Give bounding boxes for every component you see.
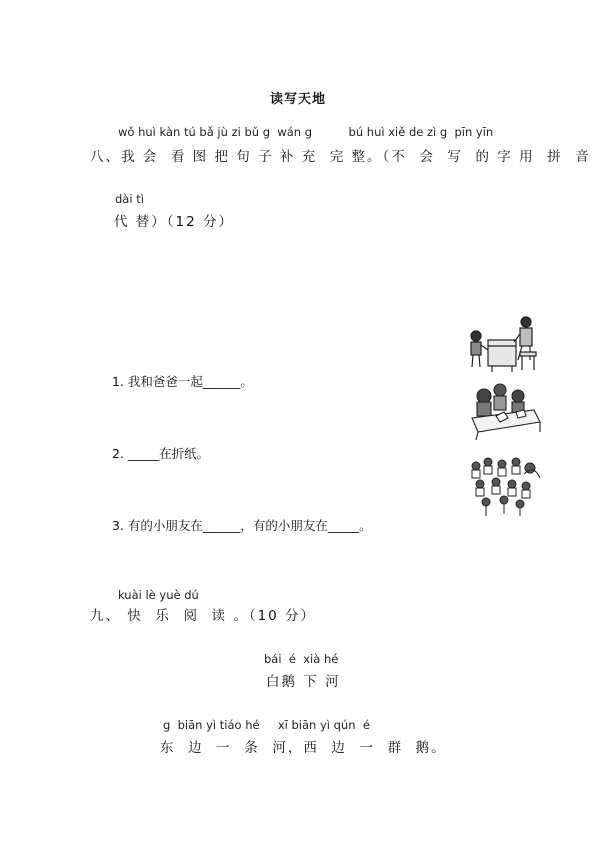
poem-line1: 东 边 一 条 河，西 边 一 群 鹅。: [160, 740, 447, 756]
section8-heading-line2: 代 替）（12 分）: [114, 214, 235, 230]
section8-pinyin-line2: dài tì: [115, 192, 144, 206]
question-2: 2. _____在折纸。: [112, 446, 210, 461]
section8-pinyin-line1: wǒ huì kàn tú bǎ jù zi bǔ g wán g bú huì xiě de zì g pīn yīn: [118, 125, 494, 139]
paper-folding-picture: [468, 380, 542, 440]
section9-pinyin: kuài lè yuè dú: [118, 588, 199, 602]
poem-title: 白鹅 下 河: [266, 674, 341, 690]
section9-heading: 九、 快 乐 阅 读 。（10 分）: [90, 608, 317, 624]
page-title: 读写天地: [270, 92, 327, 107]
section8-heading-line1: 八、我 会 看 图 把 句 子 补 充 完 整。（不 会 写 的 字 用 拼 音: [90, 149, 591, 165]
question-1: 1. 我和爸爸一起______。: [112, 374, 253, 389]
piano-playing-picture: [462, 312, 542, 374]
poem-line1-pinyin: g biān yì tiáo hé xī biān yì qún é: [163, 718, 370, 732]
children-group-picture: [466, 454, 544, 518]
poem-title-pinyin: bái é xià hé: [264, 652, 339, 666]
question-3: 3. 有的小朋友在______，有的小朋友在_____。: [112, 518, 372, 533]
